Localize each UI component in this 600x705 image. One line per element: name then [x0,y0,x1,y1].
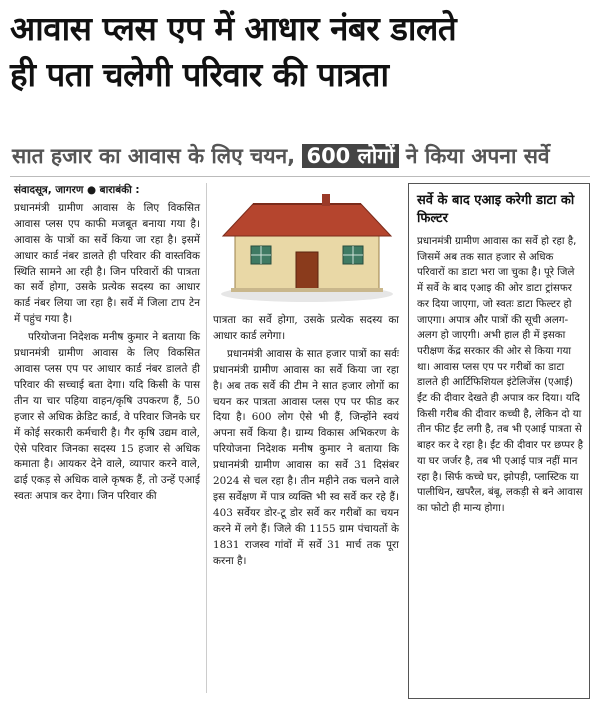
subheadline-text-end: ने किया अपना सर्वे [398,144,550,168]
article-paragraph: परियोजना निदेशक मनीष कुमार ने बताया कि प्रधानमंत्री ग्रामीण आवास के लिए विकसित आवास प्लस एप पर आधार कार्ड नंबर डालते ही परिवार की सच्चाई बता देगा। यदि किसी के पास तीन या चार पहिया वाहन/कृषि उपकरण हैं, 50 हजार से अधिक क्रेडिट कार्ड, वे परिवार जिनके घर में कोई सरकारी कर्मचारी है। गैर कृषि उद्यम वाले, ऐसे परिवार जिनका सदस्य 15 हजार से अधिक कमाता है। आयकर देने वाले, व्यापार करने वाले, ढाई एकड़ से अधिक वाले कृषक हैं, तो उन्हें एआई स्वतः अपात्र कर देगा। जिन परिवार की [14,331,200,503]
dateline: संवादसूत्र, जागरण ● बाराबंकी : [14,184,140,196]
sidebar-box [408,183,590,699]
house-photo [213,182,401,306]
headline-line-2: ही पता चलेगी परिवार की पात्रता [10,55,389,94]
article-paragraph: पात्रता का सर्वे होगा, उसके प्रत्येक सदस्य का आधार कार्ड लगेगा। [213,314,399,342]
article-column-1 [14,183,200,507]
article-paragraph: प्रधानमंत्री आवास के सात हजार पात्रों का सर्वः प्रधानमंत्री ग्रामीण आवास का सर्वे किया जा रहा है। अब तक सर्वे की टीम ने सात हजार लोगों का चयन कर पात्रता आवास प्लस एप पर फीड कर दिया है। 600 लोग ऐसे भी हैं, जिन्होंने स्वयं अपना सर्वे किया है। ग्राम्य विकास अभिकरण के परियोजना निदेशक मनीष कुमार ने बताया कि प्रधानमंत्री ग्रामीण आवास का सर्वे 31 दिसंबर 2024 से चल रहा है। तीन महीने तक चलने वाले इस सर्वेक्षण में पात्र व्यक्ति भी स्व सर्वे कर रहे हैं। 403 सर्वेयर डोर-टू डोर सर्वे कर गरीबों का चयन करने में लगे हैं। जिले की 1155 ग्राम पंचायतों के 1831 राजस्व गांवों में सर्वे 31 मार्च तक पूरा करना है। [213,347,399,567]
sidebar-title: सर्वे के बाद एआइ करेगी डाटा को फिल्टर [417,193,575,226]
article-paragraph: प्रधानमंत्री ग्रामीण आवास के लिए विकसित आवास प्लस एप काफी मजबूत बनाया गया है। आवास के पात्रों का सर्वे किया जा रहा है। इसमें आधार कार्ड नंबर डालते ही परिवार की वास्तविक स्थिति सामने आ रही है। जिन परिवारों की पात्रता का सर्वे होगा, उसके प्रत्येक सदस्य का आधार कार्ड नंबर लिया जा रहा है। सर्वे में जिला टाप टेन में पहुंच गया है। [14,201,200,326]
subheadline-highlight: 600 लोगों [302,144,398,168]
headline-line-1: आवास प्लस एप में आधार नंबर डालते [10,9,457,48]
subheadline-text: सात हजार का आवास के लिए चयन, [12,144,303,168]
headline [10,6,590,98]
subheadline [12,142,590,170]
article-column-2 [213,313,399,572]
divider [10,176,590,177]
sidebar-body: प्रधानमंत्री ग्रामीण आवास का सर्वे हो रहा है, जिसमें अब तक सात हजार से अधिक परिवारों का डाटा भरा जा चुका है। पूरे जिले में सर्वे के बाद एआइ की ओर डाटा ट्रांसफर कर दिया जाएगा, जो स्वतः डाटा फिल्टर हो जाएगा। अपात्र और पात्रों की सूची अलग-अलग हो जाएगी। अभी हाल ही में इसका परीक्षण केंद्र सरकार की ओर से किया गया था। आवास प्लस एप पर गरीबों का डाटा डालते ही आर्टिफिशियल इंटेलिजेंस (एआई) ईंट की दीवार देखते ही अपात्र कर दिया। यदि किसी गरीब की दीवार कच्ची है, लेकिन दो या तीन फीट ईंट लगी है, तब भी एआई पात्रता से बाहर कर दे रहा है। ईंट की दीवार पर छप्पर है या घर जर्जर है, तब भी एआई पात्र नहीं मान रहा है। सिर्फ कच्चे घर, झोपड़ी, प्लास्टिक या पालीथिन, खपरैल, बंबू, लकड़ी से बने आवास का फोटो ही मान्य होगा। [417,236,584,514]
column-divider [206,183,207,693]
